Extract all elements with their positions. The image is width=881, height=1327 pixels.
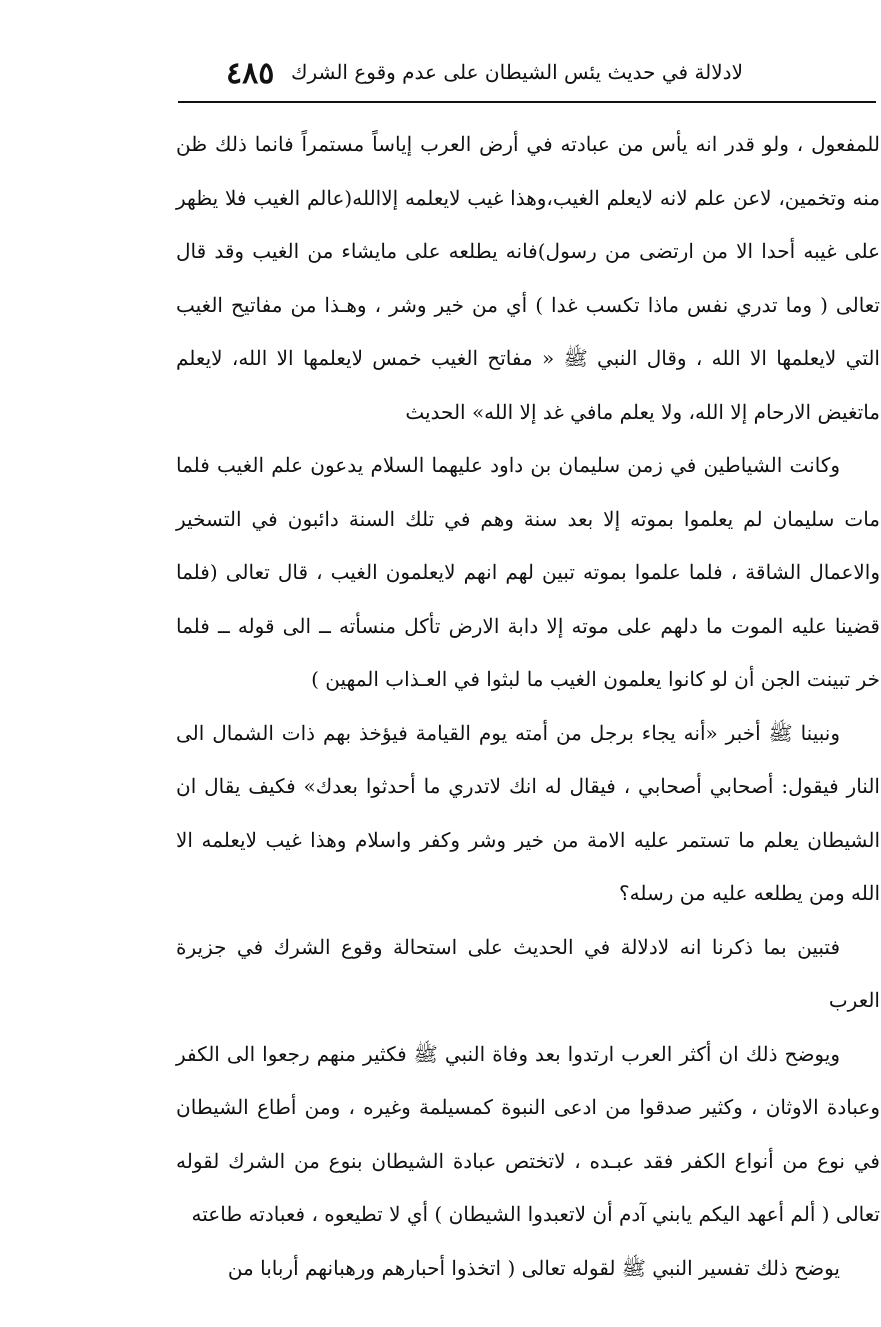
paragraph-4: فتبين بما ذكرنا انه لادلالة في الحديث على استحالة وقوع الشرك في جزيرة العرب bbox=[176, 934, 880, 1012]
running-title: لادلالة في حديث يئس الشيطان على عدم وقوع الشرك bbox=[290, 60, 743, 84]
paragraph-6: يوضح ذلك تفسير النبي ﷺ لقوله تعالى ( اتخذوا أحبارهم ورهبانهم أربابا من bbox=[227, 1255, 840, 1280]
page-number: ٤٨٥ bbox=[226, 56, 275, 91]
body-text bbox=[176, 118, 880, 1295]
header-divider bbox=[178, 101, 876, 103]
paragraph-5: ويوضح ذلك ان أكثر العرب ارتدوا بعد وفاة النبي ﷺ فكثير منهم رجعوا الى الكفر وعبادة الاوثان ، وكثير صدقوا من ادعى النبوة كمسيلمة وغيره ، ومن أطاع الشيطان في نوع من أنواع الكفر فقد عبـده ، لاتختص عبادة الشيطان بنوع من الشرك لقوله تعالى ( ألم أعهد اليكم يابني آدم أن لاتعبدوا الشيطان ) أي لا تطيعوه ، فعبادته طاعته bbox=[176, 1041, 880, 1226]
paragraph-3: ونبينا ﷺ أخبر «أنه يجاء برجل من أمته يوم القيامة فيؤخذ بهم ذات الشمال الى النار فيقول: أصحابي أصحابي ، فيقال له انك لاتدري ما أحدثوا بعدك» فكيف يقال ان الشيطان يعلم ما تستمر عليه الامة من خير وشر وكفر واسلام وهذا غيب لايعلمه الا الله ومن يطلعه عليه من رسله؟ bbox=[176, 720, 880, 905]
page-header bbox=[178, 50, 876, 102]
paragraph-2: وكانت الشياطين في زمن سليمان بن داود عليهما السلام يدعون علم الغيب فلما مات سليمان لم يعلموا بموته إلا بعد سنة وهم في تلك السنة دائبون في التسخير والاعمال الشاقة ، فلما علموا بموته تبين لهم انهم لايعلمون الغيب ، قال تعالى (فلما قضينا عليه الموت ما دلهم على موته إلا دابة الارض تأكل منسأته ــ الى قوله ــ فلما خر تبينت الجن أن لو كانوا يعلمون الغيب ما لبثوا في العـذاب المهين ) bbox=[176, 453, 880, 691]
paragraph-1: للمفعول ، ولو قدر انه يأس من عبادته في أرض العرب إياساً مستمراً فانما ذلك ظن منه وتخمين، لاعن علم لانه لايعلم الغيب،وهذا غيب لايعلمه إلاالله(عالم الغيب فلا يظهر على غيبه أحدا الا من ارتضى من رسول)فانه يطلعه على مايشاء من الغيب وقد قال تعالى ( وما تدري نفس ماذا تكسب غدا ) أي من خير وشر ، وهـذا من مفاتيح الغيب التي لايعلمها الا الله ، وقال النبي ﷺ « مفاتح الغيب خمس لايعلمها الا الله، لايعلم ماتغيض الارحام إلا الله، ولا يعلم مافي غد إلا الله» الحديث bbox=[176, 132, 880, 424]
